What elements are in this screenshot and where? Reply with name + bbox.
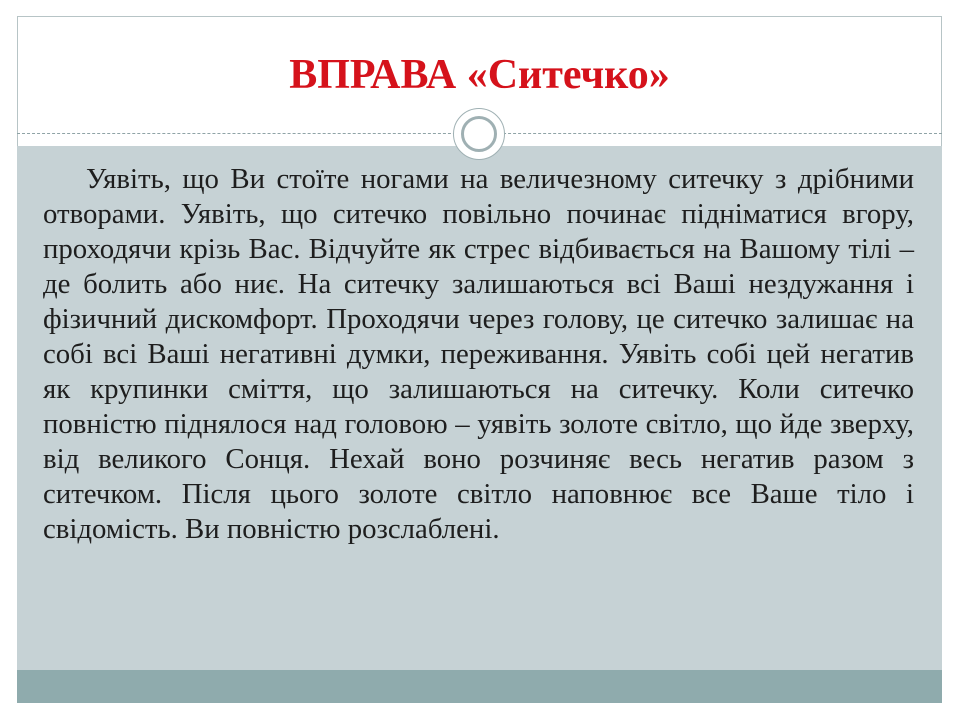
exercise-description: Уявіть, що Ви стоїте ногами на величезному ситечку з дрібними отворами. Уявіть, що ситечко повільно починає підніматися вгору, проходячи крізь Вас. Відчуйте як стрес відбивається на Вашому тілі – де болить або ниє. На ситечку залишаються всі Ваші нездужання і фізичний дискомфорт. Проходячи через голову, це ситечко залишає на собі всі Ваші негативні думки, переживання. Уявіть собі цей негатив як крупинки сміття, що залишаються на ситечку. Коли ситечко повністю піднялося над головою – уявіть золоте світло, що йде зверху, від великого Сонця. Нехай воно розчиняє весь негатив разом з ситечком. Після цього золоте світло наповнює все Ваше тіло і свідомість. Ви повністю розслаблені.	[43, 163, 914, 545]
slide-title: ВПРАВА «Ситечко»	[289, 52, 670, 98]
circle-ornament-icon	[453, 108, 505, 160]
footer-band	[17, 670, 942, 703]
